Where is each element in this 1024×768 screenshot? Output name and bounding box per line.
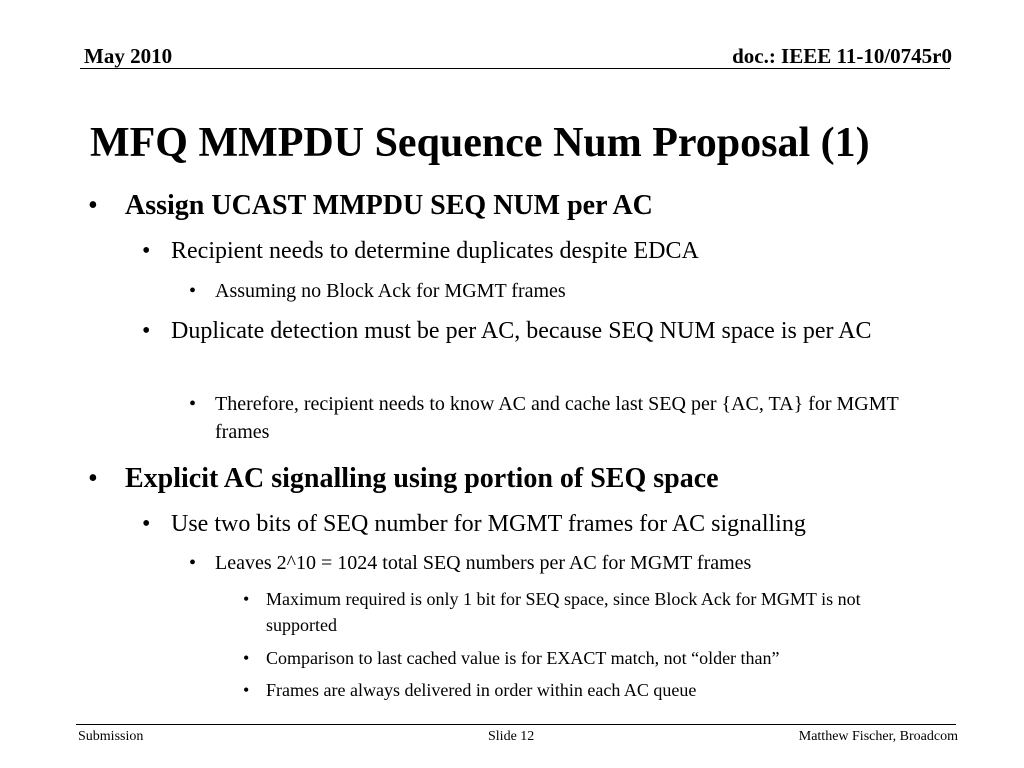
bullet-glyph: • — [88, 190, 98, 221]
bullet-item — [142, 509, 941, 540]
bullet-item — [189, 390, 940, 446]
bullet-glyph: • — [243, 680, 250, 700]
bullet-item — [142, 316, 941, 347]
bullet-text: Recipient needs to determine duplicates despite EDCA — [171, 238, 699, 264]
bullet-item — [243, 645, 916, 671]
header-divider — [80, 68, 950, 69]
bullet-glyph: • — [189, 393, 197, 415]
bullet-glyph: • — [88, 463, 98, 494]
bullet-text: Assuming no Block Ack for MGMT frames — [215, 280, 566, 302]
footer-divider — [76, 724, 956, 725]
footer-slide-number: Slide 12 — [488, 729, 535, 744]
bullet-glyph: • — [243, 589, 250, 609]
header-date: May 2010 — [84, 44, 173, 68]
footer-submission: Submission — [78, 729, 144, 744]
bullet-item — [88, 463, 945, 495]
bullet-item — [88, 190, 945, 222]
bullet-glyph: • — [142, 318, 151, 344]
bullet-item — [189, 277, 940, 305]
bullet-item — [142, 236, 941, 267]
bullet-glyph: • — [142, 238, 151, 264]
bullet-text: Maximum required is only 1 bit for SEQ space, since Block Ack for MGMT is not supported — [266, 589, 861, 635]
footer-author: Matthew Fischer, Broadcom — [798, 729, 958, 744]
header-doc-id: doc.: IEEE 11-10/0745r0 — [732, 44, 952, 68]
bullet-text: Comparison to last cached value is for EXACT match, not “older than” — [266, 648, 780, 668]
bullet-glyph: • — [243, 648, 250, 668]
bullet-item — [243, 586, 916, 638]
bullet-glyph: • — [142, 511, 151, 537]
bullet-text: Assign UCAST MMPDU SEQ NUM per AC — [125, 190, 653, 221]
bullet-text: Explicit AC signalling using portion of SEQ space — [125, 463, 719, 494]
bullet-text: Frames are always delivered in order within each AC queue — [266, 680, 697, 700]
bullet-text: Therefore, recipient needs to know AC and cache last SEQ per {AC, TA} for MGMT frames — [215, 393, 899, 443]
bullet-text: Leaves 2^10 = 1024 total SEQ numbers per AC for MGMT frames — [215, 552, 752, 574]
bullet-text: Use two bits of SEQ number for MGMT frames for AC signalling — [171, 511, 806, 537]
bullet-text: Duplicate detection must be per AC, because SEQ NUM space is per AC — [171, 318, 872, 344]
slide-title: MFQ MMPDU Sequence Num Proposal (1) — [90, 120, 870, 166]
bullet-glyph: • — [189, 552, 197, 574]
bullet-item — [189, 549, 940, 577]
bullet-item — [243, 677, 916, 703]
bullet-glyph: • — [189, 280, 197, 302]
